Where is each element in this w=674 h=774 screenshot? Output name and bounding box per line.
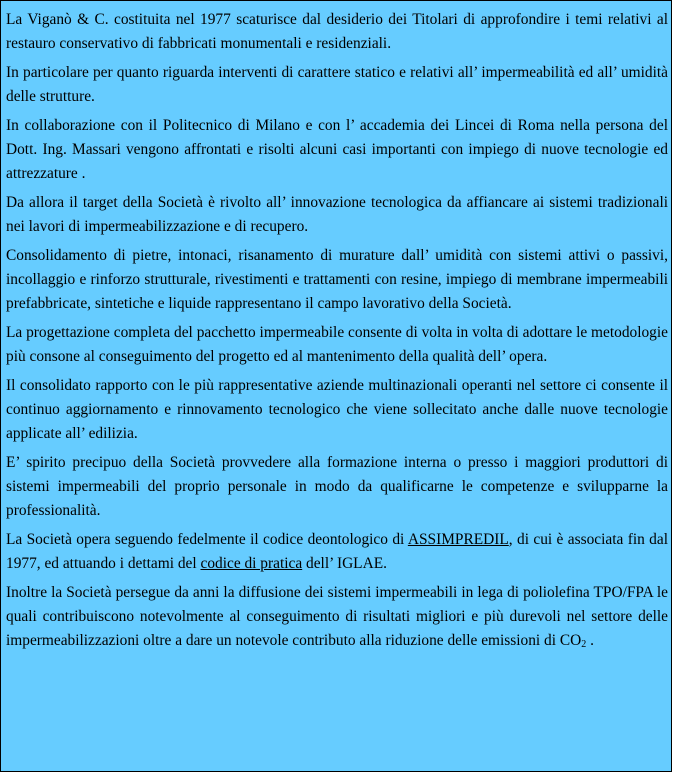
paragraph-tpo-fpa xyxy=(6,581,668,653)
code-text-part-2: , di cui è associata fin dal 1977, ed attuando i dettami del xyxy=(6,531,668,572)
paragraph-code-of-ethics xyxy=(6,528,668,576)
paragraph-training: E’ spirito precipuo della Società provvedere alla formazione interna o presso i maggiori produttori di sistemi impermeabili del proprio personale in modo da qualificarne le competenze e svilupparne la professionalità. xyxy=(6,454,668,519)
paragraph-structural-focus: In particolare per quanto riguarda interventi di carattere statico e relativi all’ impermeabilità ed all’ umidità delle strutture. xyxy=(6,64,668,105)
co2-subscript: 2 xyxy=(581,639,587,650)
paragraph-design: La progettazione completa del pacchetto impermeabile consente di volta in volta di adottare le metodologie più consone al conseguimento del progetto ed al mantenimento della qualità dell’ opera. xyxy=(6,324,668,365)
tpo-tail: . xyxy=(586,632,594,649)
codice-di-pratica-link[interactable]: codice di pratica xyxy=(200,555,303,572)
paragraph-politecnico: In collaborazione con il Politecnico di Milano e con l’ accademia dei Lincei di Roma nella persona del Dott. Ing. Massari vengono affrontati e risolti alcuni casi importanti con impiego di nuove tecnologie ed attrezzature . xyxy=(6,117,668,182)
tpo-text: Inoltre la Società persegue da anni la diffusione dei sistemi impermeabili in lega di poliolefina TPO/FPA le quali contribuiscono notevolmente al conseguimento di risultati migliori e più durevoli nel settore delle impermeabilizzazioni oltre a dare un notevole contributo alla riduzione delle emissioni di CO xyxy=(6,584,668,649)
paragraph-multinationals: Il consolidato rapporto con le più rappresentative aziende multinazionali operanti nel settore ci consente il continuo aggiornamento e rinnovamento tecnologico che viene sollecitato anche dalle nuove tecnologie applicate all’ edilizia. xyxy=(6,377,668,442)
paragraph-target: Da allora il target della Società è rivolto all’ innovazione tecnologica da affiancare ai sistemi tradizionali nei lavori di impermeabilizzazione e di recupero. xyxy=(6,194,668,235)
paragraph-founding: La Viganò & C. costituita nel 1977 scaturisce dal desiderio dei Titolari di approfondire i temi relativi al restauro conservativo di fabbricati monumentali e residenziali. xyxy=(6,11,668,52)
code-text-part-1: La Società opera seguendo fedelmente il codice deontologico di xyxy=(6,531,408,548)
paragraph-work-field: Consolidamento di pietre, intonaci, risanamento di murature dall’ umidità con sistemi attivi o passivi, incollaggio e rinforzo strutturale, rivestimenti e trattamenti con resine, impiego di membrane impermeabili prefabbricate, sintetiche e liquide rappresentano il campo lavorativo della Società. xyxy=(6,247,668,312)
assimpredil-link[interactable]: ASSIMPREDIL xyxy=(407,531,509,548)
code-text-part-3: dell’ IGLAE. xyxy=(302,555,387,572)
